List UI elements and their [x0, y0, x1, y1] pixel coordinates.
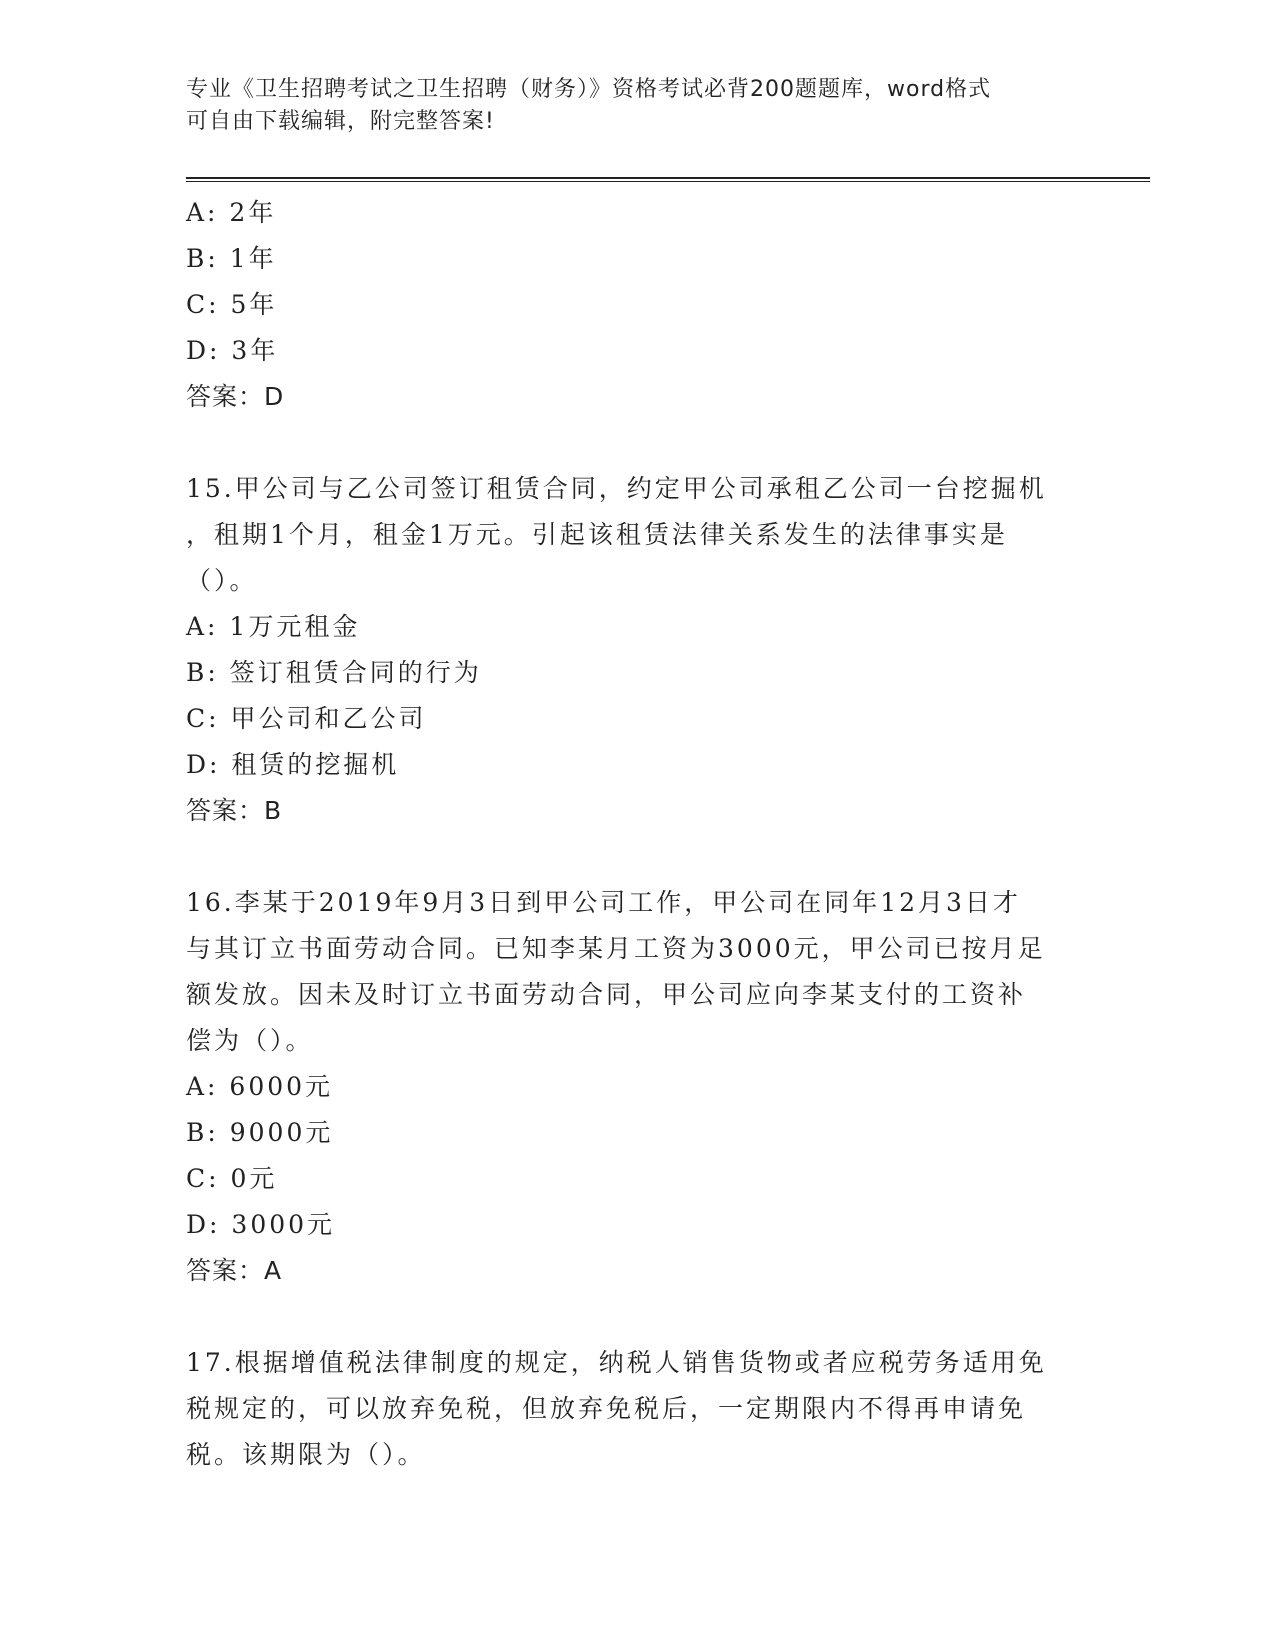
answer-line: 答案：A	[186, 1256, 283, 1285]
question-text-line: （）。	[186, 566, 258, 595]
spacer	[186, 420, 1086, 466]
answer-line: 答案：D	[186, 382, 285, 411]
question-16-block	[186, 880, 1086, 1294]
question-text-line: ，租期1个月，租金1万元。引起该租赁法律关系发生的法律事实是	[186, 520, 1008, 549]
question-content	[186, 190, 1086, 1478]
option-d: D: 租赁的挖掘机	[186, 750, 400, 779]
header-rule-thin	[186, 181, 1150, 182]
question-text-line: 额发放。因未及时订立书面劳动合同，甲公司应向李某支付的工资补	[186, 980, 1027, 1009]
document-header	[186, 74, 1066, 138]
option-c: C: 0元	[186, 1164, 278, 1193]
header-line-2: 可自由下载编辑，附完整答案!	[186, 109, 495, 134]
question-text-line: 15.甲公司与乙公司签订租赁合同，约定甲公司承租乙公司一台挖掘机	[186, 474, 1047, 503]
spacer	[186, 834, 1086, 880]
option-a: A: 2年	[186, 198, 277, 227]
question-17-block	[186, 1340, 1086, 1478]
option-c: C: 甲公司和乙公司	[186, 704, 427, 733]
spacer	[186, 1294, 1086, 1340]
option-a: A: 1万元租金	[186, 612, 361, 641]
answer-line: 答案：B	[186, 796, 283, 825]
option-d: D: 3年	[186, 336, 279, 365]
option-d: D: 3000元	[186, 1210, 336, 1239]
option-b: B: 9000元	[186, 1118, 334, 1147]
question-text-line: 税。该期限为（）。	[186, 1440, 426, 1469]
question-14-block	[186, 190, 1086, 420]
question-15-block	[186, 466, 1086, 834]
question-text-line: 税规定的，可以放弃免税，但放弃免税后，一定期限内不得再申请免	[186, 1394, 1027, 1423]
question-text-line: 与其订立书面劳动合同。已知李某月工资为3000元，甲公司已按月足	[186, 934, 1046, 963]
option-b: B: 1年	[186, 244, 277, 273]
header-rule-thick	[186, 177, 1150, 179]
option-c: C: 5年	[186, 290, 278, 319]
option-b: B: 签订租赁合同的行为	[186, 658, 482, 687]
header-line-1: 专业《卫生招聘考试之卫生招聘（财务）》资格考试必背200题题库，word格式	[186, 77, 992, 102]
question-text-line: 16.李某于2019年9月3日到甲公司工作，甲公司在同年12月3日才	[186, 888, 1021, 917]
option-a: A: 6000元	[186, 1072, 334, 1101]
question-text-line: 偿为（）。	[186, 1026, 314, 1055]
question-text-line: 17.根据增值税法律制度的规定，纳税人销售货物或者应税劳务适用免	[186, 1348, 1047, 1377]
